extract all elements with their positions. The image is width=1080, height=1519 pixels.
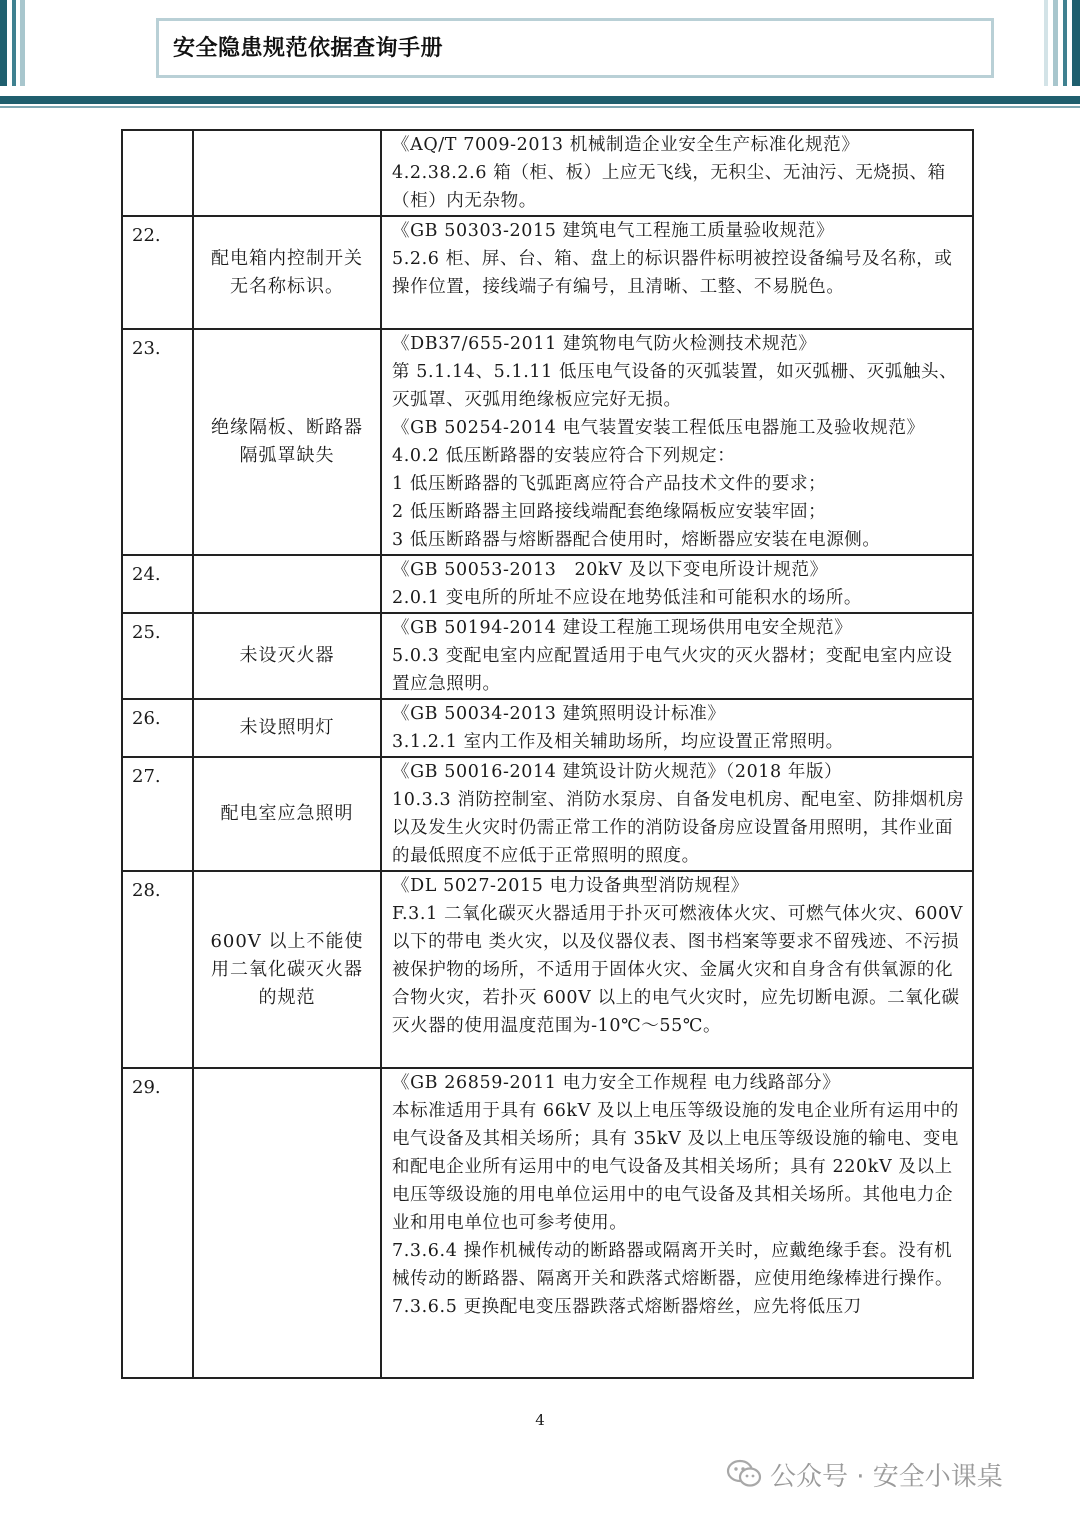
header-stripe (1044, 0, 1048, 86)
regulation-line: 10.3.3 消防控制室、消防水泵房、自备发电机房、配电室、防排烟机房以及发生火灾时仍需正常工作的消防设备房应设置备用照明，其作业面的最低照度不应低于正常照明的照度。 (392, 790, 965, 866)
table-row (122, 871, 973, 1068)
row-number: 23. (122, 329, 193, 555)
header-divider (0, 106, 1080, 108)
regulation-line: 《DB37/655-2011 建筑物电气防火检测技术规范》 (392, 334, 817, 354)
watermark (726, 1454, 1003, 1494)
hazard-title: 绝缘隔板、断路器隔弧罩缺失 (193, 329, 381, 555)
table-row (122, 329, 973, 555)
table-row (122, 555, 973, 613)
regulation-line: 《GB 50016-2014 建筑设计防火规范》（2018 年版） (392, 762, 843, 782)
regulation-line: 1 低压断路器的飞弧距离应符合产品技术文件的要求； (392, 474, 827, 494)
regulation-line: 《GB 50034-2013 建筑照明设计标准》 (392, 704, 726, 724)
table-row (122, 216, 973, 329)
hazard-title: 配电箱内控制开关无名称标识。 (193, 216, 381, 329)
regulation-line: 《GB 50254-2014 电气装置安装工程低压电器施工及验收规范》 (392, 418, 925, 438)
regulation-text (381, 329, 973, 555)
row-number (122, 130, 193, 216)
table-row (122, 130, 973, 216)
header-stripe (1053, 0, 1058, 86)
regulation-line: 第 5.1.14、5.1.11 低压电气设备的灭弧装置，如灭弧栅、灭弧触头、灭弧罩、灭弧用绝缘板应完好无损。 (392, 362, 958, 410)
regulation-line: 3.1.2.1 室内工作及相关辅助场所，均应设置正常照明。 (392, 732, 844, 752)
regulation-line: 3 低压断路器与熔断器配合使用时，熔断器应安装在电源侧。 (392, 530, 881, 550)
regulation-line: 《GB 50194-2014 建设工程施工现场供用电安全规范》 (392, 618, 853, 638)
table-row (122, 757, 973, 871)
header-stripe (0, 0, 7, 86)
header-title-box (156, 18, 994, 78)
table-row (122, 699, 973, 757)
row-number: 24. (122, 555, 193, 613)
regulation-text (381, 757, 973, 871)
regulation-line: 4.2.38.2.6 箱（柜、板）上应无飞线，无积尘、无油污、无烧损、箱（柜）内无杂物。 (392, 163, 946, 211)
hazard-title (193, 130, 381, 216)
header-stripe (12, 0, 16, 86)
row-number: 27. (122, 757, 193, 871)
hazard-title: 未设照明灯 (193, 699, 381, 757)
regulation-line: 《GB 50303-2015 建筑电气工程施工质量验收规范》 (392, 221, 835, 241)
regulation-line: 5.0.3 变配电室内应配置适用于电气火灾的灭火器材；变配电室内应设置应急照明。 (392, 646, 953, 694)
hazard-title: 未设灭火器 (193, 613, 381, 699)
regulation-line: 《GB 50053-2013 20kV 及以下变电所设计规范》 (392, 560, 828, 580)
regulation-text (381, 130, 973, 216)
row-number: 25. (122, 613, 193, 699)
regulation-line: 4.0.2 低压断路器的安装应符合下列规定： (392, 446, 736, 466)
hazard-title (193, 1068, 381, 1378)
regulation-line: 7.3.6.4 操作机械传动的断路器或隔离开关时，应戴绝缘手套。没有机械传动的断路器、隔离开关和跌落式熔断器，应使用绝缘棒进行操作。 (392, 1241, 954, 1289)
regulation-text (381, 871, 973, 1068)
page-number: 4 (535, 1411, 545, 1429)
regulation-table (121, 129, 974, 1379)
header-stripe (20, 0, 25, 86)
wechat-icon (726, 1458, 762, 1490)
regulation-line: 《GB 26859-2011 电力安全工作规程 电力线路部分》 (392, 1073, 841, 1093)
regulation-line: 2.0.1 变电所的所址不应设在地势低洼和可能积水的场所。 (392, 588, 862, 608)
hazard-title: 600V 以上不能使用二氧化碳灭火器的规范 (193, 871, 381, 1068)
regulation-text (381, 699, 973, 757)
regulation-line: 《AQ/T 7009-2013 机械制造企业安全生产标准化规范》 (392, 135, 860, 155)
regulation-line: F.3.1 二氧化碳灭火器适用于扑灭可燃液体火灾、可燃气体火灾、600V 以下的带电 类火灾，以及仪器仪表、图书档案等要求不留残迹、不污损被保护物的场所，不适用于固体火灾、金属火灾和自身含有供氧源的化合物火灾，若扑灭 600V 以上的电气火灾时，应先切断电源。二氧化碳灭火器的使用温度范围为-10℃～55℃。 (392, 904, 964, 1036)
header-divider (0, 96, 1080, 104)
header-stripe (1072, 0, 1080, 86)
regulation-line: 2 低压断路器主回路接线端配套绝缘隔板应安装牢固； (392, 502, 827, 522)
row-number: 29. (122, 1068, 193, 1378)
table-row (122, 613, 973, 699)
header-stripe (1063, 0, 1067, 86)
row-number: 26. (122, 699, 193, 757)
regulation-text (381, 216, 973, 329)
row-number: 28. (122, 871, 193, 1068)
hazard-title (193, 555, 381, 613)
table-row (122, 1068, 973, 1378)
regulation-line: 《DL 5027-2015 电力设备典型消防规程》 (392, 876, 749, 896)
watermark-text: 公众号 · 安全小课桌 (770, 1461, 1003, 1492)
page-title: 安全隐患规范依据查询手册 (173, 36, 444, 61)
regulation-line: 7.3.6.5 更换配电变压器跌落式熔断器熔丝，应先将低压刀 (392, 1297, 862, 1317)
row-number: 22. (122, 216, 193, 329)
hazard-title: 配电室应急照明 (193, 757, 381, 871)
regulation-text (381, 1068, 973, 1378)
regulation-text (381, 613, 973, 699)
regulation-line: 5.2.6 柜、屏、台、箱、盘上的标识器件标明被控设备编号及名称，或操作位置，接线端子有编号，且清晰、工整、不易脱色。 (392, 249, 953, 297)
regulation-line: 本标准适用于具有 66kV 及以上电压等级设施的发电企业所有运用中的电气设备及其相关场所；具有 35kV 及以上电压等级设施的输电、变电和配电企业所有运用中的电气设备及其相关场所；具有 220kV 及以上电压等级设施的用电单位运用中的电气设备及其相关场所。其他电力企业和用电单位也可参考使用。 (392, 1101, 960, 1233)
regulation-text (381, 555, 973, 613)
